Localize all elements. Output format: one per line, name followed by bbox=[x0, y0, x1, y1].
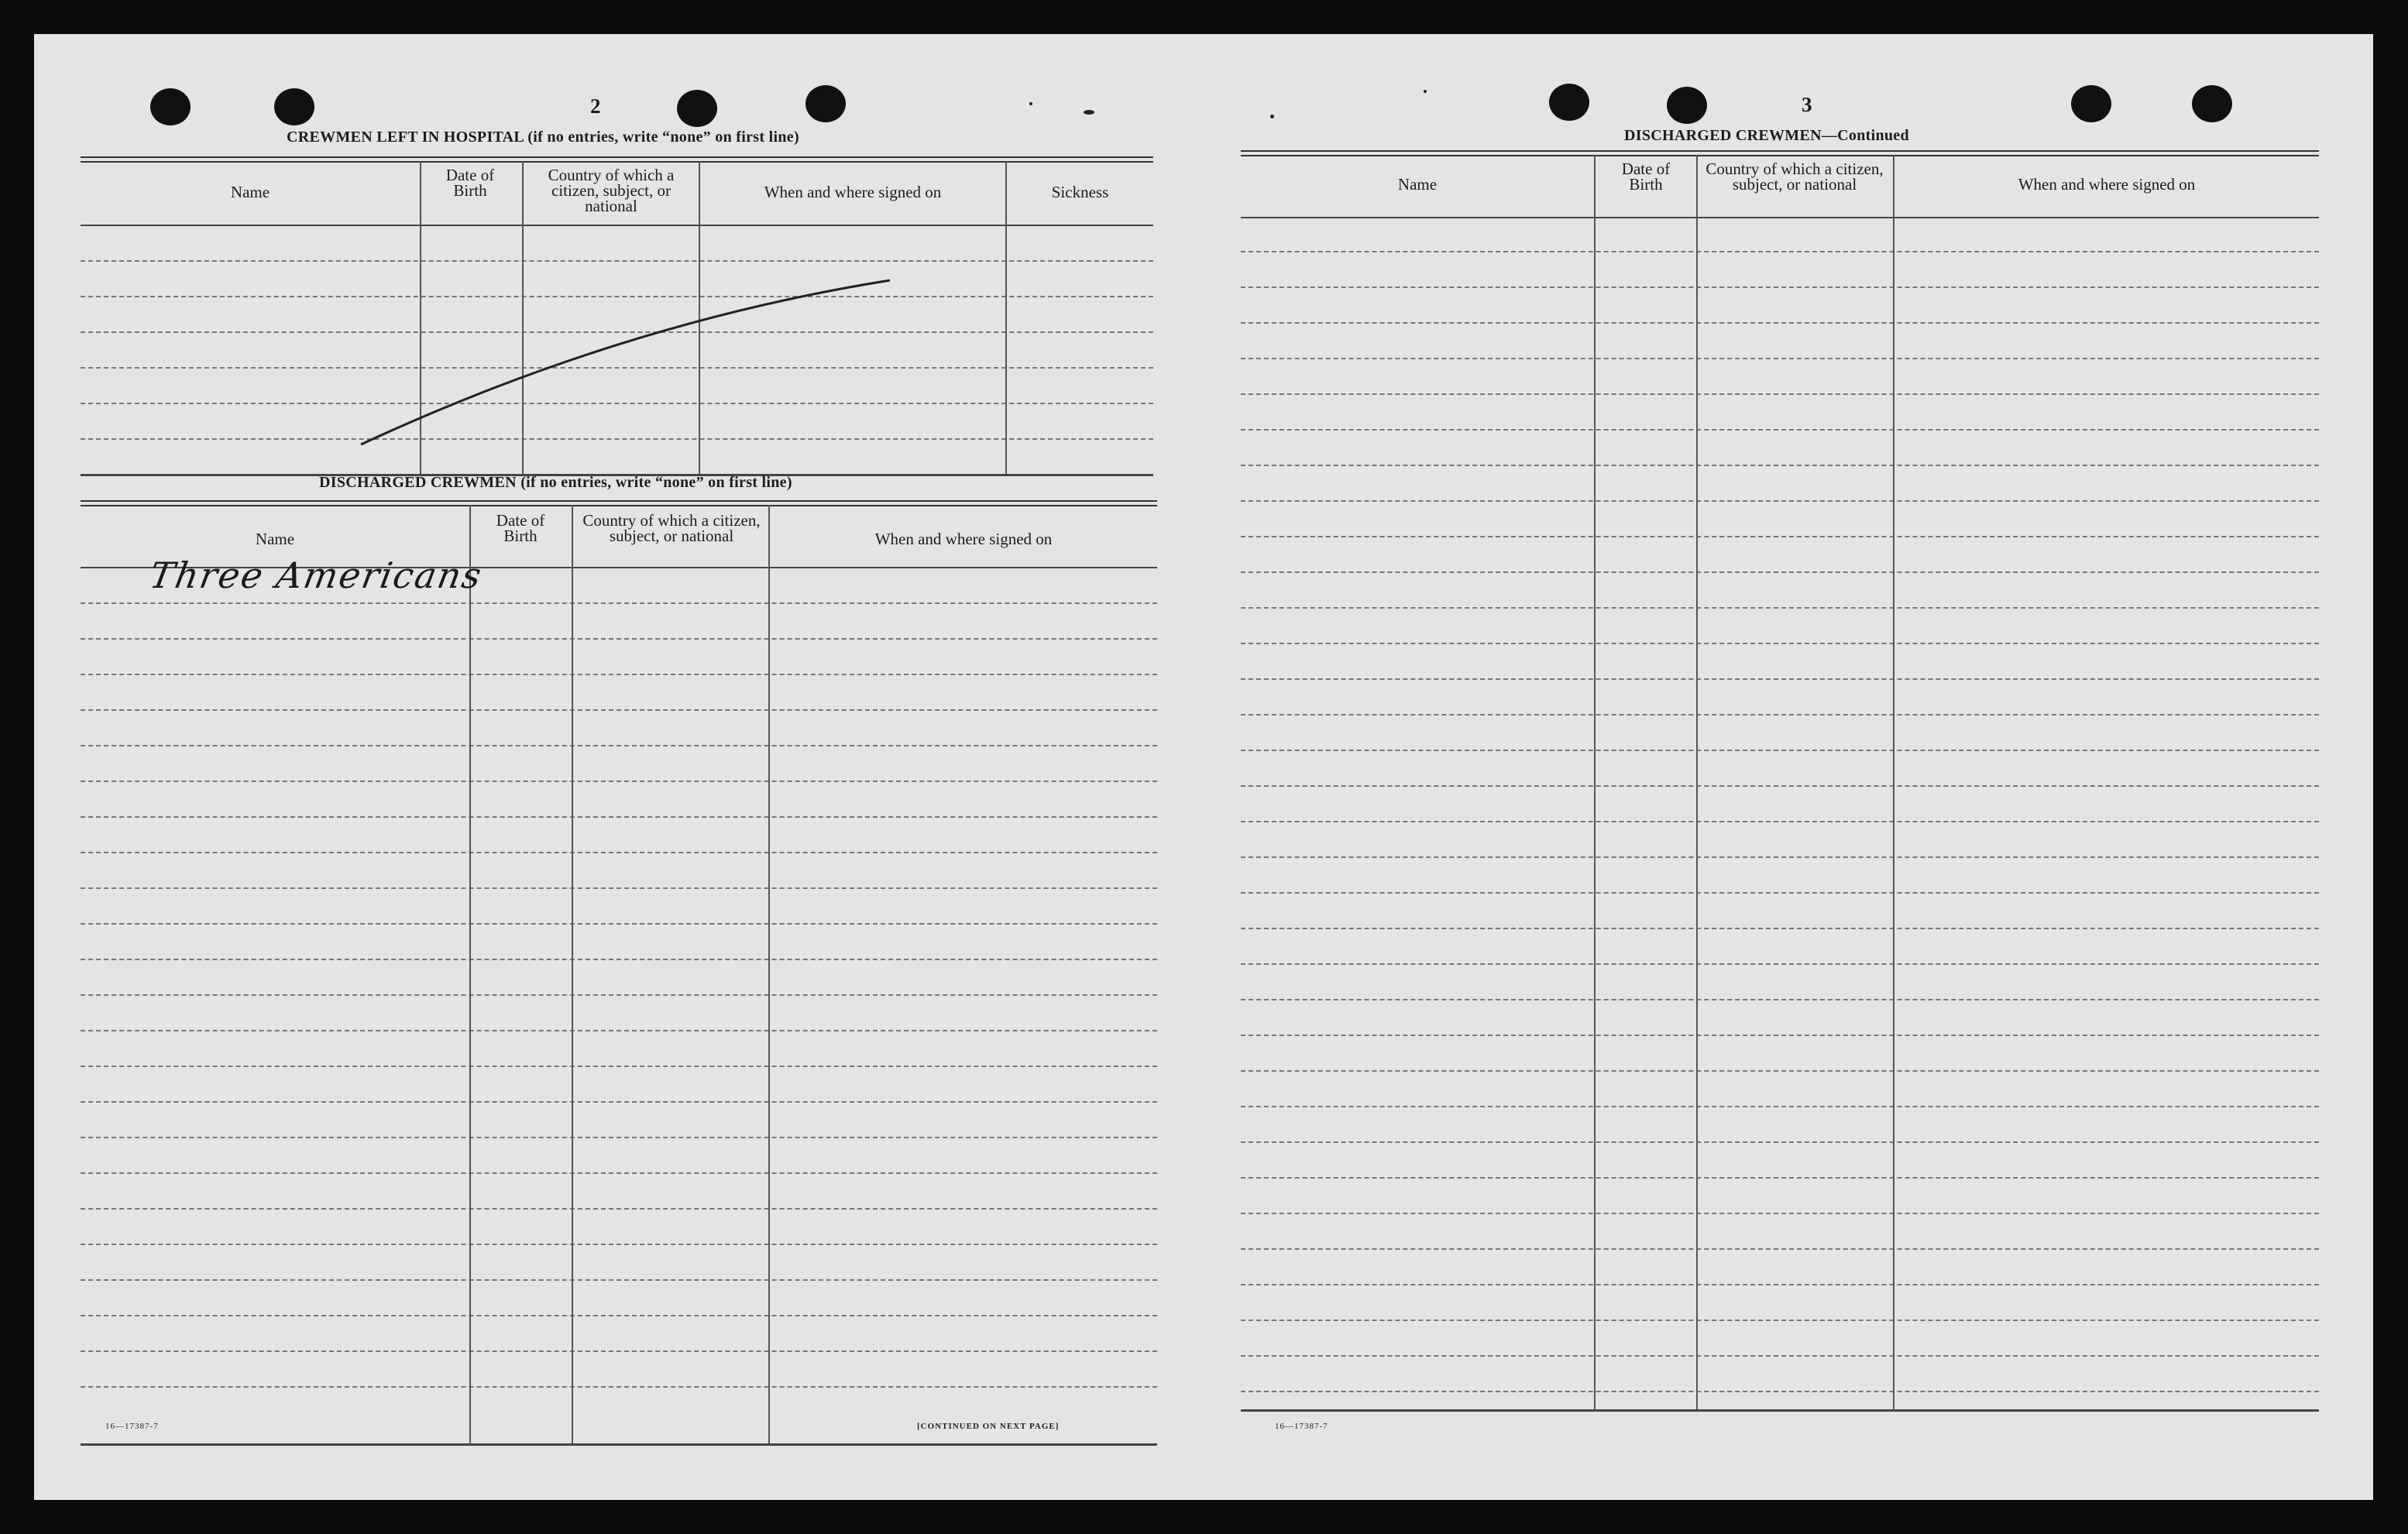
column-header-name: Name bbox=[1397, 175, 1438, 194]
form-code: 16—17387-7 bbox=[105, 1422, 159, 1431]
column-header-date-of-birth: Date of Birth bbox=[496, 511, 545, 545]
hospital-title-note: (if no entries, write “none” on first line) bbox=[527, 129, 799, 146]
table-top-rule bbox=[1241, 150, 2319, 152]
entry-line[interactable] bbox=[1241, 1070, 2319, 1072]
page-number: 3 bbox=[1802, 93, 1812, 116]
entry-line[interactable] bbox=[1241, 287, 2319, 288]
discharged-continued-title bbox=[1624, 127, 1909, 145]
column-header-date-of-birth: Date of Birth bbox=[445, 166, 495, 200]
entry-line[interactable] bbox=[1241, 643, 2319, 644]
entry-line[interactable] bbox=[1241, 1248, 2319, 1250]
entry-line[interactable] bbox=[81, 1137, 1157, 1138]
entry-line[interactable] bbox=[81, 994, 1157, 996]
table-bottom-rule bbox=[81, 1443, 1157, 1446]
entry-line[interactable] bbox=[1241, 892, 2319, 894]
column-divider bbox=[768, 505, 770, 1443]
column-divider bbox=[1696, 155, 1698, 1409]
title-main: DISCHARGED CREWMEN bbox=[1624, 127, 1822, 144]
page-number: 2 bbox=[590, 94, 601, 118]
speck bbox=[1270, 115, 1274, 118]
entry-line[interactable] bbox=[81, 1208, 1157, 1210]
entry-line[interactable] bbox=[81, 1066, 1157, 1067]
hospital-section-title bbox=[287, 129, 799, 146]
discharged-continued-table bbox=[1241, 150, 2319, 1428]
punch-hole bbox=[150, 88, 191, 125]
discharged-title-main: DISCHARGED CREWMEN bbox=[319, 474, 517, 491]
form-code: 16—17387-7 bbox=[1275, 1422, 1328, 1431]
column-header-date-of-birth: Date of Birth bbox=[1621, 160, 1671, 194]
strike-through-mark bbox=[81, 156, 1153, 482]
discharged-section-title bbox=[319, 474, 792, 492]
continued-note: [CONTINUED ON NEXT PAGE] bbox=[917, 1422, 1060, 1431]
column-divider bbox=[1594, 155, 1596, 1409]
column-divider bbox=[572, 505, 573, 1443]
column-header-country: Country of which a citizen, subject, or national bbox=[582, 511, 761, 545]
column-header-country: Country of which a citizen, subject, or national bbox=[548, 166, 675, 215]
table-top-rule bbox=[1241, 155, 2319, 156]
entry-line[interactable] bbox=[81, 781, 1157, 782]
punch-hole bbox=[2192, 85, 2232, 122]
entry-line[interactable] bbox=[1241, 1320, 2319, 1321]
hospital-table bbox=[81, 156, 1153, 482]
entry-line[interactable] bbox=[81, 1030, 1157, 1031]
entry-line[interactable] bbox=[1241, 1177, 2319, 1179]
entry-line[interactable] bbox=[1241, 1284, 2319, 1285]
column-header-country: Country of which a citizen, subject, or national bbox=[1706, 160, 1884, 194]
speck bbox=[1029, 102, 1032, 105]
column-divider bbox=[1893, 155, 1894, 1409]
hospital-title-main: CREWMEN LEFT IN HOSPITAL bbox=[287, 129, 524, 146]
entry-line[interactable] bbox=[1241, 714, 2319, 716]
entry-line[interactable] bbox=[81, 1244, 1157, 1245]
speck bbox=[1084, 110, 1094, 115]
entry-line[interactable] bbox=[1241, 322, 2319, 324]
title-suffix: —Continued bbox=[1821, 127, 1909, 144]
entry-line[interactable] bbox=[1241, 393, 2319, 395]
speck bbox=[1424, 90, 1427, 93]
page-right bbox=[1204, 34, 2373, 1500]
punch-hole bbox=[677, 90, 717, 127]
entry-line[interactable] bbox=[1241, 1213, 2319, 1214]
form-sheet bbox=[34, 34, 2373, 1500]
entry-line[interactable] bbox=[1241, 500, 2319, 502]
entry-line[interactable] bbox=[1241, 358, 2319, 359]
entry-line[interactable] bbox=[81, 923, 1157, 925]
column-header-sickness: Sickness bbox=[1051, 183, 1109, 201]
entry-line[interactable] bbox=[1241, 465, 2319, 466]
page-left bbox=[34, 34, 1204, 1500]
table-bottom-rule bbox=[1241, 1409, 2319, 1412]
entry-line[interactable] bbox=[1241, 928, 2319, 929]
entry-line[interactable] bbox=[81, 709, 1157, 711]
entry-line[interactable] bbox=[1241, 750, 2319, 751]
entry-line[interactable] bbox=[1241, 821, 2319, 822]
entry-line[interactable] bbox=[1241, 571, 2319, 573]
entry-line[interactable] bbox=[81, 674, 1157, 675]
entry-line[interactable] bbox=[81, 638, 1157, 640]
column-header-name: Name bbox=[230, 183, 270, 201]
entry-line[interactable] bbox=[1241, 999, 2319, 1000]
entry-line[interactable] bbox=[1241, 536, 2319, 537]
entry-line[interactable] bbox=[81, 852, 1157, 853]
table-top-rule bbox=[81, 505, 1157, 506]
handwritten-entry: Three Americans bbox=[146, 554, 486, 596]
entry-line[interactable] bbox=[81, 959, 1157, 960]
entry-line[interactable] bbox=[81, 745, 1157, 746]
column-divider bbox=[469, 505, 471, 1443]
entry-line[interactable] bbox=[81, 1350, 1157, 1352]
entry-line[interactable] bbox=[1241, 1141, 2319, 1143]
discharged-title-note: (if no entries, write “none” on first line) bbox=[520, 474, 792, 491]
entry-line[interactable] bbox=[81, 1386, 1157, 1388]
entry-line[interactable] bbox=[1241, 785, 2319, 787]
punch-hole bbox=[806, 85, 846, 122]
column-header-name: Name bbox=[255, 530, 295, 548]
entry-line[interactable] bbox=[81, 602, 1157, 604]
entry-line[interactable] bbox=[81, 816, 1157, 818]
column-header-signed-on: When and where signed on bbox=[2018, 175, 2196, 194]
entry-line[interactable] bbox=[1241, 856, 2319, 858]
entry-line[interactable] bbox=[1241, 1106, 2319, 1107]
punch-hole bbox=[274, 88, 314, 125]
entry-line[interactable] bbox=[1241, 963, 2319, 965]
discharged-table bbox=[81, 500, 1157, 1460]
table-top-rule bbox=[81, 500, 1157, 502]
entry-line[interactable] bbox=[81, 1172, 1157, 1174]
entry-line[interactable] bbox=[81, 887, 1157, 889]
column-header-signed-on: When and where signed on bbox=[764, 183, 942, 201]
entry-line[interactable] bbox=[1241, 607, 2319, 609]
entry-line[interactable] bbox=[1241, 251, 2319, 252]
entry-line[interactable] bbox=[1241, 1355, 2319, 1357]
entry-line[interactable] bbox=[1241, 1391, 2319, 1392]
entry-line[interactable] bbox=[81, 1279, 1157, 1281]
entry-line[interactable] bbox=[81, 1101, 1157, 1103]
entry-line[interactable] bbox=[1241, 1035, 2319, 1036]
entry-line[interactable] bbox=[1241, 678, 2319, 680]
punch-hole bbox=[1667, 87, 1707, 124]
column-header-signed-on: When and where signed on bbox=[874, 530, 1053, 548]
entry-line[interactable] bbox=[81, 1315, 1157, 1316]
punch-hole bbox=[2071, 85, 2111, 122]
header-rule bbox=[1241, 217, 2319, 218]
entry-line[interactable] bbox=[1241, 429, 2319, 431]
punch-hole bbox=[1549, 84, 1589, 121]
